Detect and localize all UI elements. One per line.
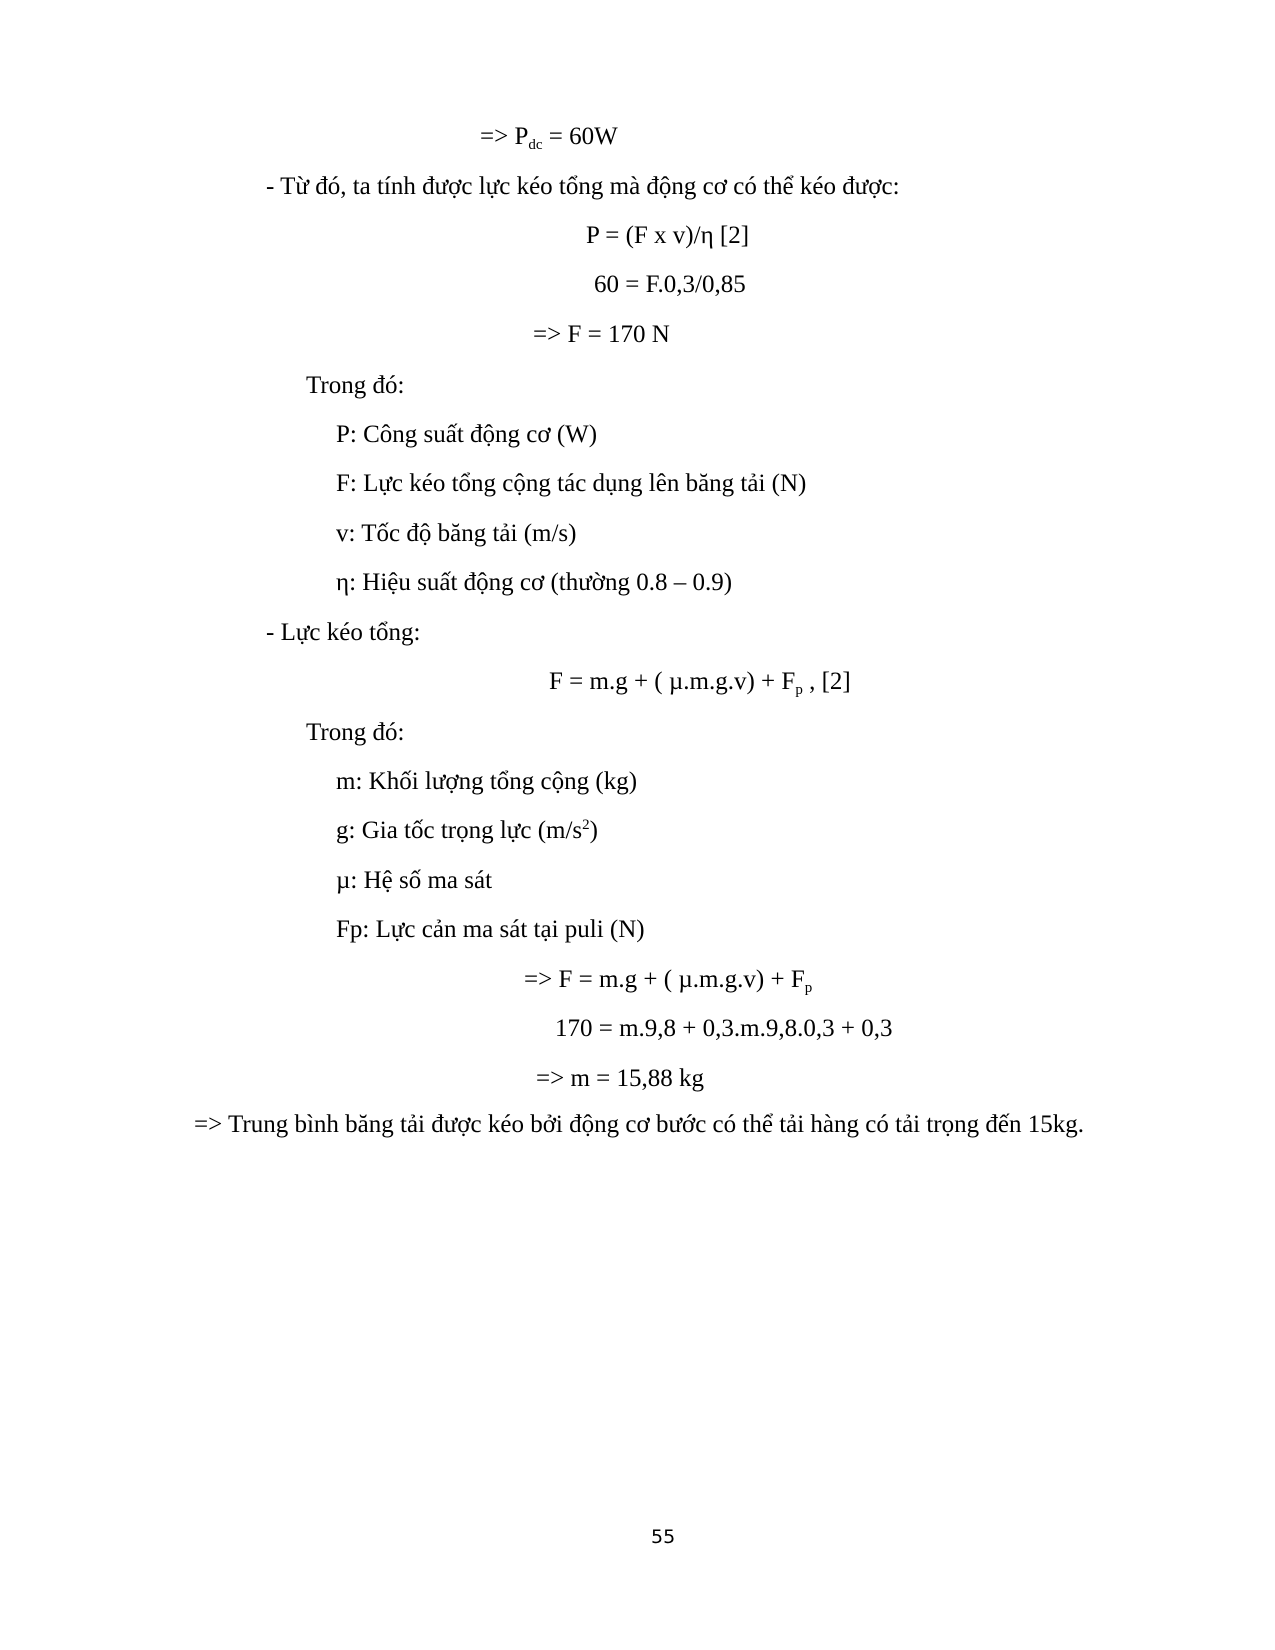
motor-power-result	[480, 123, 618, 153]
force-result: => F = 170 N	[533, 321, 670, 348]
definition-g-text: g: Gia tốc trọng lực (m/s	[336, 817, 583, 844]
total-force-formula-main: F = m.g + ( µ.m.g.v) + F	[549, 668, 796, 695]
definition-g-superscript: 2	[582, 817, 590, 833]
definition-m: m: Khối lượng tổng cộng (kg)	[336, 768, 638, 795]
definition-eta: η: Hiệu suất động cơ (thường 0.8 – 0.9)	[336, 569, 733, 596]
force-formula-restated	[524, 966, 813, 996]
mass-substitution: 170 = m.9,8 + 0,3.m.9,8.0,3 + 0,3	[555, 1015, 893, 1042]
total-force-formula	[549, 668, 851, 698]
definition-g-close: )	[589, 817, 598, 844]
power-formula: P = (F x v)/η [2]	[586, 222, 750, 249]
where-label-2: Trong đó:	[306, 719, 405, 746]
motor-power-subscript: dc	[528, 137, 543, 153]
mass-result: => m = 15,88 kg	[536, 1065, 704, 1092]
force-formula-restated-main: => F = m.g + ( µ.m.g.v) + F	[524, 966, 805, 993]
power-substitution: 60 = F.0,3/0,85	[594, 271, 746, 298]
definition-fp: Fp: Lực cản ma sát tại puli (N)	[336, 916, 645, 943]
definition-p: P: Công suất động cơ (W)	[336, 421, 598, 448]
where-label-1: Trong đó:	[306, 372, 405, 399]
total-force-heading: - Lực kéo tổng:	[266, 619, 421, 646]
force-formula-restated-subscript: p	[804, 980, 813, 996]
definition-g	[336, 818, 598, 843]
total-force-subscript: p	[795, 682, 803, 698]
motor-power-value: = 60W	[542, 123, 618, 150]
definition-v: v: Tốc độ băng tải (m/s)	[336, 520, 577, 547]
page-number: 55	[651, 1526, 676, 1548]
definition-f: F: Lực kéo tổng cộng tác dụng lên băng tải (N)	[336, 470, 807, 497]
definition-mu: µ: Hệ số ma sát	[336, 867, 493, 894]
motor-power-prefix: => P	[480, 123, 529, 150]
conclusion-text: => Trung bình băng tải được kéo bởi động cơ bước có thể tải hàng có tải trọng đến 15kg.	[194, 1111, 1084, 1138]
intro-text: - Từ đó, ta tính được lực kéo tổng mà động cơ có thể kéo được:	[266, 173, 900, 200]
total-force-citation: , [2]	[802, 668, 851, 695]
